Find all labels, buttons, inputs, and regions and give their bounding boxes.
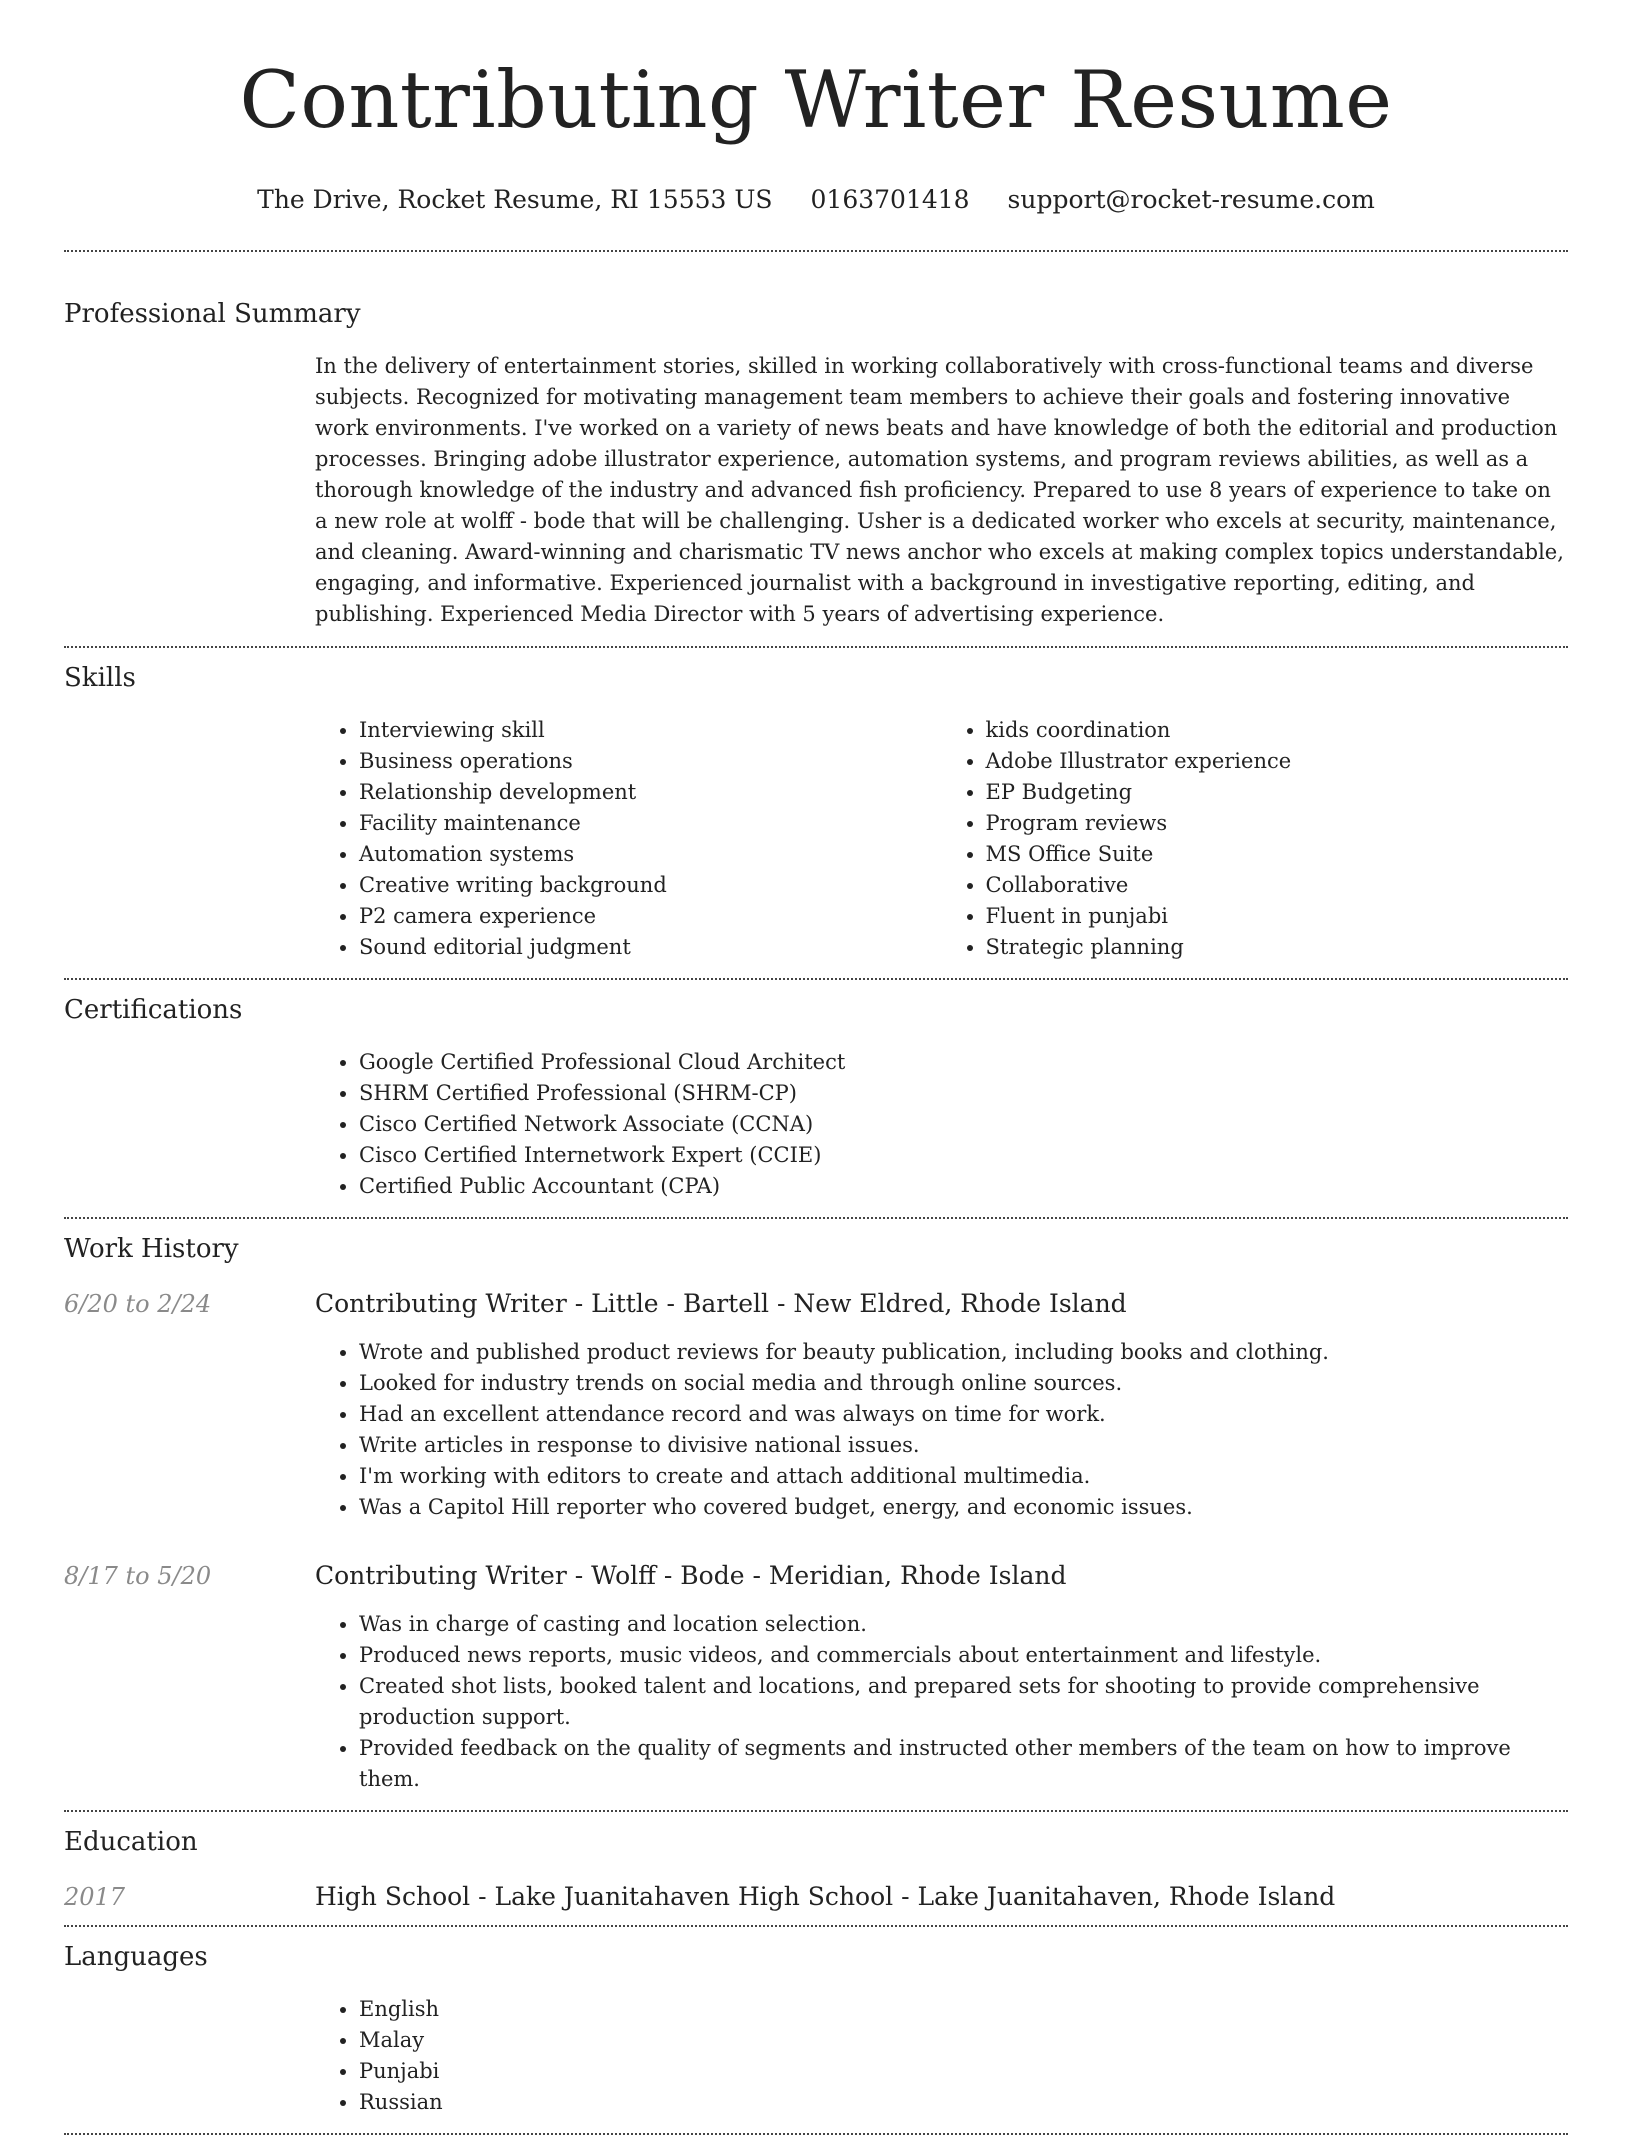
- address-text: The Drive, Rocket Resume, RI 15553 US: [257, 185, 773, 214]
- skill-item: • Sound editorial judgment: [359, 932, 942, 963]
- certification-item: • Cisco Certified Network Associate (CCNA): [359, 1109, 1568, 1140]
- contact-line: [64, 184, 1568, 216]
- job-title: Contributing Writer - Little - Bartell - New Eldred, Rhode Island: [315, 1289, 1127, 1318]
- certification-item: • SHRM Certified Professional (SHRM-CP): [359, 1078, 1568, 1109]
- skill-item: • MS Office Suite: [986, 839, 1569, 870]
- section-heading: Skills: [64, 663, 136, 693]
- certification-item: • Certified Public Accountant (CPA): [359, 1171, 1568, 1202]
- summary-text: In the delivery of entertainment stories, skilled in working collaboratively with cross-functional teams and diverse subjects. Recognized for motivating management team members to achieve their goals and fostering innovative work environments. I've worked on a variety of news beats and have knowledge of both the editorial and production processes. Bringing adobe illustrator experience, automation systems, and program reviews abilities, as well as a thorough knowledge of the industry and advanced fish proficiency. Prepared to use 8 years of experience to take on a new role at wolff - bode that will be challenging. Usher is a dedicated worker who excels at security, maintenance, and cleaning. Award-winning and charismatic TV news anchor who excels at making complex topics understandable, engaging, and informative. Experienced journalist with a background in investigative reporting, editing, and publishing. Experienced Media Director with 5 years of advertising experience.: [315, 354, 1564, 626]
- skills-list-left: [315, 715, 942, 963]
- skill-item: • Fluent in punjabi: [986, 901, 1569, 932]
- professional-summary-section: [64, 252, 1568, 646]
- education-entry: High School - Lake Juanitahaven High School - Lake Juanitahaven, Rhode Island: [315, 1882, 1336, 1911]
- job-bullet: • Produced news reports, music videos, and commercials about entertainment and lifestyle.: [359, 1640, 1568, 1671]
- skill-item: • Interviewing skill: [359, 715, 942, 746]
- resume-title: Contributing Writer Resume: [239, 54, 1393, 146]
- skill-item: • Collaborative: [986, 870, 1569, 901]
- job-bullet: • I'm working with editors to create and attach additional multimedia.: [359, 1461, 1568, 1492]
- education-section: [64, 1812, 1568, 1925]
- work-history-section: [64, 1219, 1568, 1810]
- skill-item: • Program reviews: [986, 808, 1569, 839]
- section-heading: Certifications: [64, 995, 243, 1025]
- phone-text: 0163701418: [810, 185, 970, 214]
- job-bullet: • Looked for industry trends on social media and through online sources.: [359, 1368, 1568, 1399]
- certifications-list: [315, 1047, 1568, 1202]
- job-bullets: [315, 1337, 1568, 1523]
- job-dates: 6/20 to 2/24: [64, 1290, 212, 1318]
- skill-item: • EP Budgeting: [986, 777, 1569, 808]
- skill-item: • Relationship development: [359, 777, 942, 808]
- language-item: • Punjabi: [359, 2056, 1568, 2087]
- skill-item: • Adobe Illustrator experience: [986, 746, 1569, 777]
- certification-item: • Cisco Certified Internetwork Expert (CCIE): [359, 1140, 1568, 1171]
- skill-item: • Facility maintenance: [359, 808, 942, 839]
- languages-list: [315, 1994, 1568, 2118]
- certification-item: • Google Certified Professional Cloud Architect: [359, 1047, 1568, 1078]
- resume-page: [64, 0, 1568, 2135]
- language-item: • Russian: [359, 2087, 1568, 2118]
- skill-item: • Automation systems: [359, 839, 942, 870]
- job-bullet: • Provided feedback on the quality of segments and instructed other members of the team on how to improve them.: [359, 1733, 1568, 1795]
- job-bullet: • Was a Capitol Hill reporter who covered budget, energy, and economic issues.: [359, 1492, 1568, 1523]
- skills-section: [64, 648, 1568, 978]
- email-link[interactable]: support@rocket-resume.com: [1007, 185, 1375, 214]
- skill-item: • P2 camera experience: [359, 901, 942, 932]
- job-bullet: • Write articles in response to divisive national issues.: [359, 1430, 1568, 1461]
- section-heading: Languages: [64, 1942, 208, 1972]
- skill-item: • kids coordination: [986, 715, 1569, 746]
- section-heading: Work History: [64, 1234, 239, 1264]
- job-entry: [64, 1560, 1568, 1795]
- language-item: • Malay: [359, 2025, 1568, 2056]
- job-bullet: • Was in charge of casting and location selection.: [359, 1609, 1568, 1640]
- section-heading: Education: [64, 1827, 198, 1857]
- skills-list-right: [942, 715, 1569, 963]
- skill-item: • Business operations: [359, 746, 942, 777]
- job-bullet: • Created shot lists, booked talent and locations, and prepared sets for shooting to provide comprehensive production support.: [359, 1671, 1568, 1733]
- skill-item: • Strategic planning: [986, 932, 1569, 963]
- skill-item: • Creative writing background: [359, 870, 942, 901]
- job-bullets: [315, 1609, 1568, 1795]
- languages-section: [64, 1927, 1568, 2133]
- job-bullet: • Wrote and published product reviews for beauty publication, including books and clothing.: [359, 1337, 1568, 1368]
- education-year: 2017: [64, 1883, 126, 1911]
- language-item: • English: [359, 1994, 1568, 2025]
- section-heading: Professional Summary: [64, 299, 361, 329]
- job-dates: 8/17 to 5/20: [64, 1562, 212, 1590]
- job-entry: [64, 1288, 1568, 1523]
- job-title: Contributing Writer - Wolff - Bode - Meridian, Rhode Island: [315, 1561, 1067, 1590]
- certifications-section: [64, 980, 1568, 1217]
- job-bullet: • Had an excellent attendance record and was always on time for work.: [359, 1399, 1568, 1430]
